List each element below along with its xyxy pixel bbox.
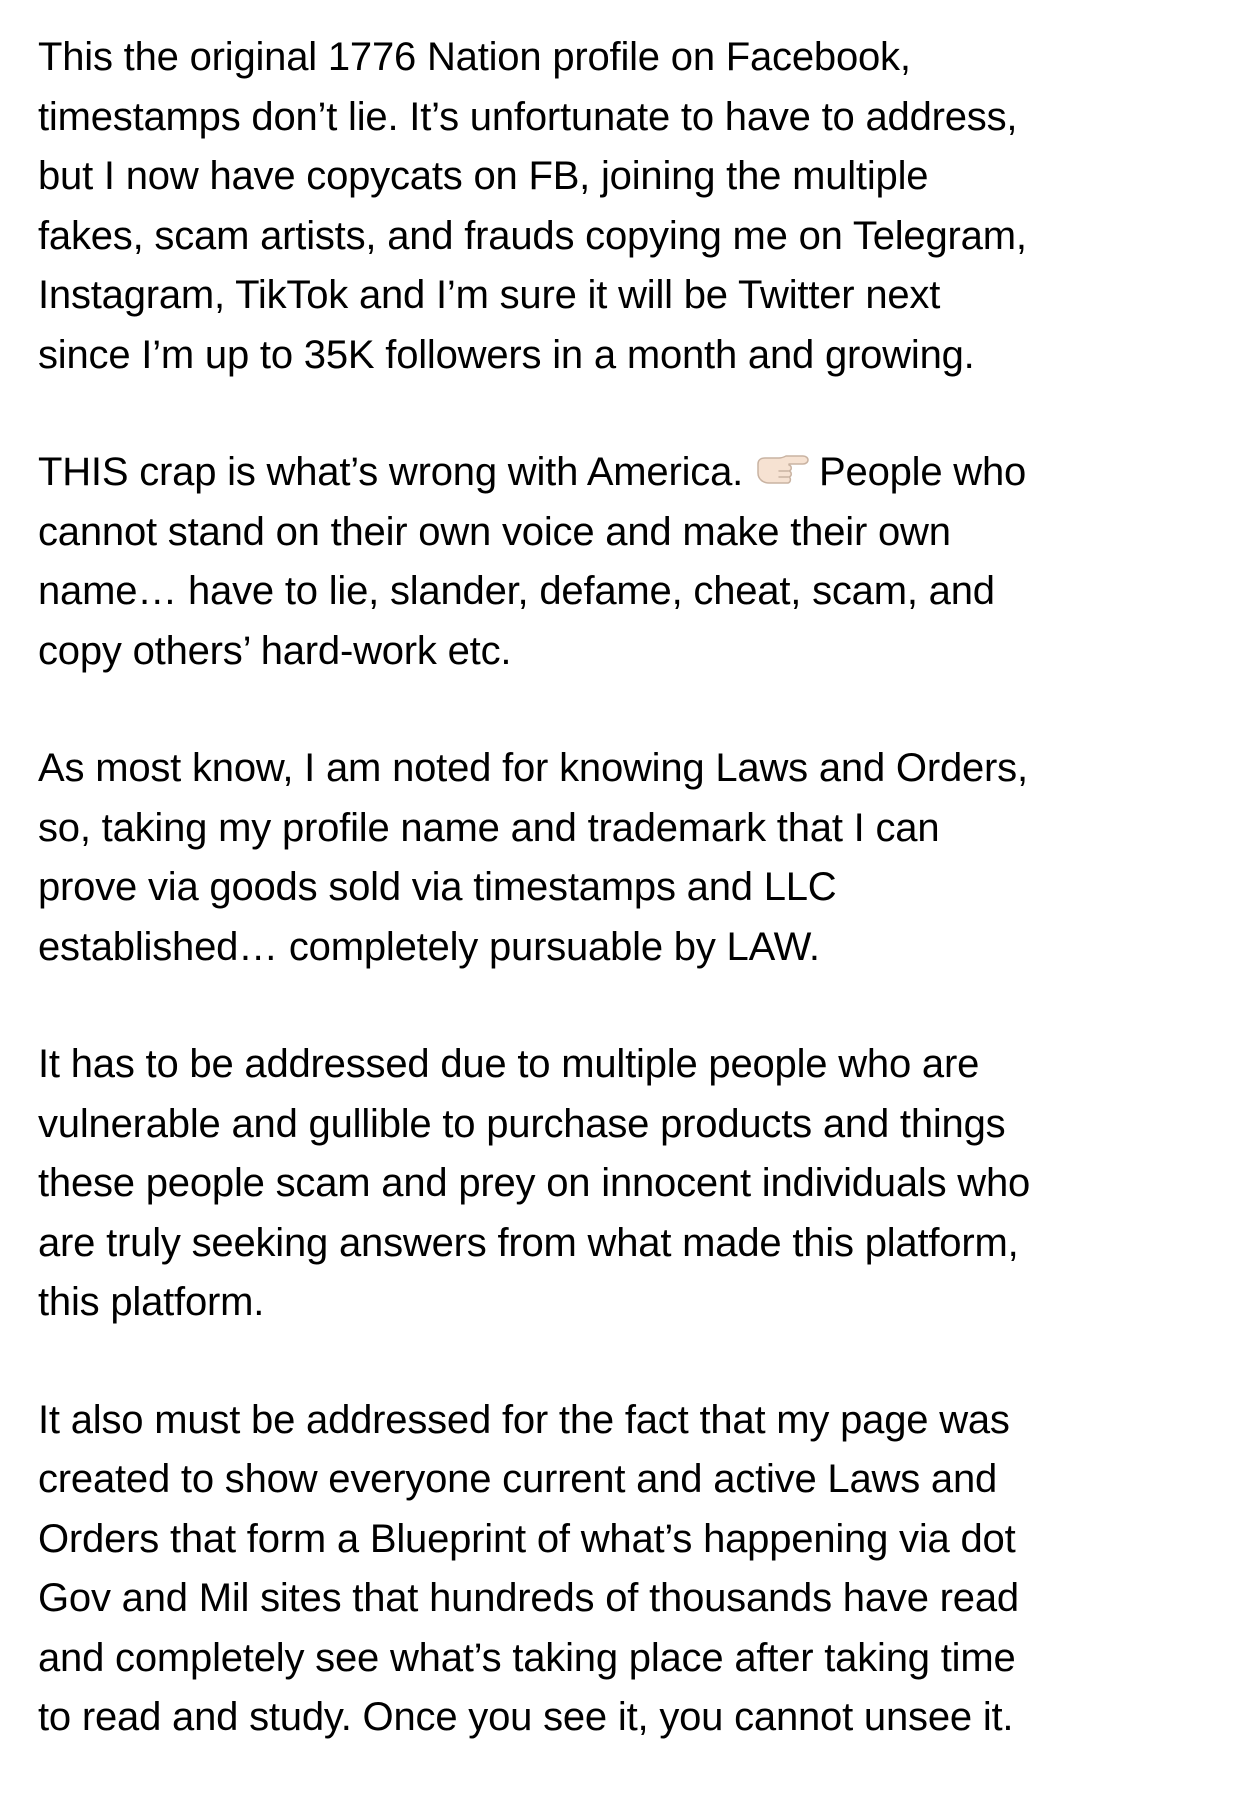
text-line: prove via goods sold via timestamps and LLC <box>38 865 837 909</box>
pointing-right-hand-emoji-icon <box>755 447 809 487</box>
text-line: are truly seeking answers from what made this platform, <box>38 1220 1019 1265</box>
post-body <box>38 28 1218 1806</box>
text-segment: THIS crap is what’s wrong with America. <box>38 450 744 494</box>
text-line: and completely see what’s taking place after taking time <box>38 1635 1016 1680</box>
text-line: As most know, I am noted for knowing Laws and Orders, <box>38 746 1028 790</box>
text-line: This the original 1776 Nation profile on Facebook, <box>38 35 911 79</box>
text-line: to read and study. Once you see it, you cannot unsee it. <box>38 1695 1014 1739</box>
text-line: but I now have copycats on FB, joining the multiple <box>38 154 929 198</box>
text-line: cannot stand on their own voice and make their own <box>38 509 951 554</box>
text-line: It also must be addressed for the fact that my page was <box>38 1397 1010 1442</box>
text-line: Instagram, TikTok and I’m sure it will be Twitter next <box>38 273 941 317</box>
text-line: name… have to lie, slander, defame, cheat, scam, and <box>38 569 995 613</box>
text-line: Orders that form a Blueprint of what’s happening via dot <box>38 1516 1016 1561</box>
paragraph-2 <box>38 443 1218 681</box>
text-segment: People who <box>819 450 1027 494</box>
text-line: timestamps don’t lie. It’s unfortunate to have to address, <box>38 94 1018 139</box>
text-line: this platform. <box>38 1280 265 1324</box>
paragraph-1 <box>38 28 1218 385</box>
paragraph-3 <box>38 739 1218 977</box>
text-line-with-emoji <box>38 443 1218 503</box>
paragraph-4 <box>38 1035 1218 1333</box>
text-line: since I’m up to 35K followers in a month and growing. <box>38 332 975 377</box>
text-line: It has to be addressed due to multiple people who are <box>38 1042 980 1086</box>
text-line: copy others’ hard-work etc. <box>38 628 512 673</box>
paragraph-5 <box>38 1391 1218 1748</box>
text-line: these people scam and prey on innocent individuals who <box>38 1161 1031 1205</box>
text-line: vulnerable and gullible to purchase products and things <box>38 1101 1006 1146</box>
text-line: Gov and Mil sites that hundreds of thousands have read <box>38 1576 1019 1620</box>
text-line: fakes, scam artists, and frauds copying me on Telegram, <box>38 213 1027 258</box>
text-line: so, taking my profile name and trademark that I can <box>38 805 940 850</box>
text-line: established… completely pursuable by LAW. <box>38 924 820 969</box>
text-line: created to show everyone current and active Laws and <box>38 1457 998 1501</box>
